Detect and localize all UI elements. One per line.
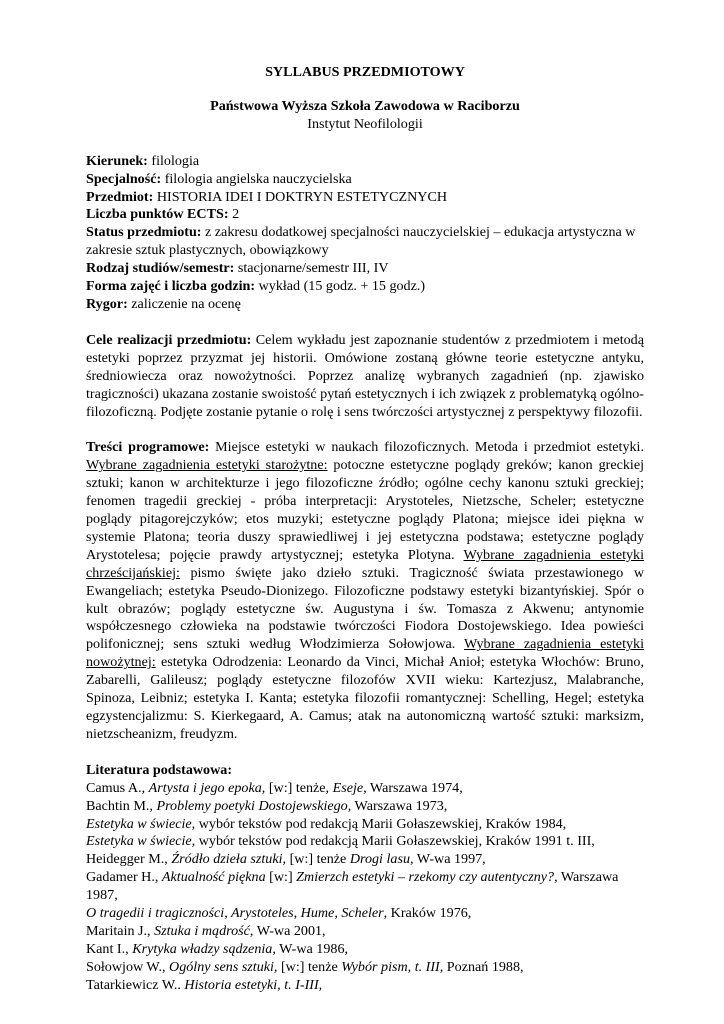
literatura-item: Tatarkiewicz W.. Historia estetyki, t. I-III, (86, 976, 323, 993)
cele-text: Celem wykładu jest zapoznanie studentów z przedmiotem i metodą estetyki poprzez przyzmat jej historii. Omówione zostaną główne teorie estetyczne antyku, średniowiecza oraz nowożytności. Poprzez analizę wybranych zagadnień (np. zjawisko tragiczności) ukazana zostanie swoistość pytań estetycznych i ich związek z problematyką ogólno-filozoficzną. Podjęte zostanie pytanie o rolę i sens twórczości artystycznej z perspektywy filozofii. (86, 331, 644, 420)
meta-forma: Forma zajęć i liczba godzin: wykład (15 godz. + 15 godz.) (86, 278, 426, 295)
literatura-item: Gadamer H., Aktualność piękna [w:] Zmierzch estetyki – rzekomy czy autentyczny?, Warszawa 1987, (86, 869, 619, 904)
meta-rygor: Rygor: zaliczenie na ocenę (86, 295, 241, 312)
literatura-item: Sołowjow W., Ogólny sens sztuki, [w:] tenże Wybór pism, t. III, Poznań 1988, (86, 958, 524, 975)
meta-kierunek: Kierunek: filologia (86, 152, 200, 169)
syllabus-page (86, 64, 644, 995)
literatura-section (86, 762, 644, 995)
literatura-item: O tragedii i tragiczności, Arystoteles, Hume, Scheler, Kraków 1976, (86, 905, 472, 922)
meta-rodzaj: Rodzaj studiów/semestr: stacjonarne/semestr III, IV (86, 260, 389, 277)
tresci-section: Treści programowe: Miejsce estetyki w naukach filozoficznych. Metoda i przedmiot estetyki. Wybrane zagadnienia estetyki starożytne: potoczne estetyczne poglądy greków; kanon greckiej sztuki; kanon w architekturze i jego filozoficzne źródło; ogólne cechy kanonu sztuki greckiej; fenomen tragedii greckiej - próba interpretacji: Arystoteles, Nietzsche, Scheler; estetyczne poglądy pitagorejczyków; etos muzyki; estetyczne poglądy Platona; miejsce idei piękna w systemie Platona; teoria duszy sprawiedliwej i jej estetyczna podstawa; estetyczne poglądy Arystotelesa; pojęcie prawdy artystycznej; estetyka Plotyna. Wybrane zagadnienia estetyki chrześcijańskiej: pismo święte jako dzieło sztuki. Tragiczność świata przestawionego w Ewangeliach; estetyka Pseudo-Dionizego. Filozoficzne podstawy estetyki bizantyńskiej. Spór o kult obrazów; poglądy estetyczne św. Augustyna i św. Tomasza z Akwenu; antynomie współczesnego człowieka na podstawie twórczości Fiodora Dostojewskiego. Idea powieści polifonicznej; sens sztuki według Włodzimierza Sołowjowa. Wybrane zagadnienia estetyki nowożytnej: estetyka Odrodzenia: Leonardo da Vinci, Michał Anioł; estetyka Włochów: Bruno, Zabarelli, Galileusz; poglądy estetyczne filozofów XVII wieku: Kartezjusz, Malabranche, Spinoza, Leibniz; estetyka I. Kanta; estetyka filozofii romantycznej: Schelling, Hegel; estetyka egzystencjalizmu: S. Kierkegaard, A. Camus; atak na autonomiczną wartość sztuki: marksizm, nietzscheanizm, freudyzm. (86, 439, 645, 742)
school-name: Państwowa Wyższa Szkoła Zawodowa w Raciborzu (210, 97, 520, 114)
meta-ects: Liczba punktów ECTS: 2 (86, 206, 240, 223)
cele-label: Cele realizacji przedmiotu: (86, 331, 252, 348)
document-title: SYLLABUS PRZEDMIOTOWY (265, 64, 465, 80)
institute-name: Instytut Neofilologii (307, 115, 423, 132)
course-metadata (86, 153, 644, 314)
meta-status: Status przedmiotu: z zakresu dodatkowej specjalności nauczycielskiej – edukacja artystyczna w zakresie sztuk plastycznych, obowiązkowy (86, 224, 636, 259)
meta-specjalnosc: Specjalność: filologia angielska nauczycielska (86, 170, 352, 187)
tresci-heading-chrzescijanska: Wybrane zagadnienia estetyki chrześcijańskiej: (86, 546, 645, 581)
literatura-item: Kant I., Krytyka władzy sądzenia, W-wa 1986, (86, 940, 349, 957)
tresci-heading-antyk: Wybrane zagadnienia estetyki starożytne: (86, 457, 328, 474)
literatura-item: Estetyka w świecie, wybór tekstów pod redakcją Marii Gołaszewskiej, Kraków 1991 t. III, (86, 833, 595, 850)
tresci-heading-nowozytna: Wybrane zagadnienia estetyki nowożytnej: (86, 636, 644, 671)
meta-przedmiot: Przedmiot: HISTORIA IDEI I DOKTRYN ESTETYCZNYCH (86, 188, 448, 205)
literatura-item: Bachtin M., Problemy poetyki Dostojewskiego, Warszawa 1973, (86, 797, 448, 814)
literatura-item: Estetyka w świecie, wybór tekstów pod redakcją Marii Gołaszewskiej, Kraków 1984, (86, 815, 567, 832)
literatura-item: Camus A., Artysta i jego epoka, [w:] tenże, Eseje, Warszawa 1974, (86, 779, 463, 796)
literatura-label: Literatura podstawowa: (86, 761, 233, 778)
literatura-item: Maritain J., Sztuka i mądrość, W-wa 2001, (86, 922, 326, 939)
tresci-label: Treści programowe: (86, 439, 210, 456)
literatura-item: Heidegger M., Źródło dzieła sztuki, [w:] tenże Drogi lasu, W-wa 1997, (86, 851, 486, 868)
cele-section (86, 332, 644, 422)
